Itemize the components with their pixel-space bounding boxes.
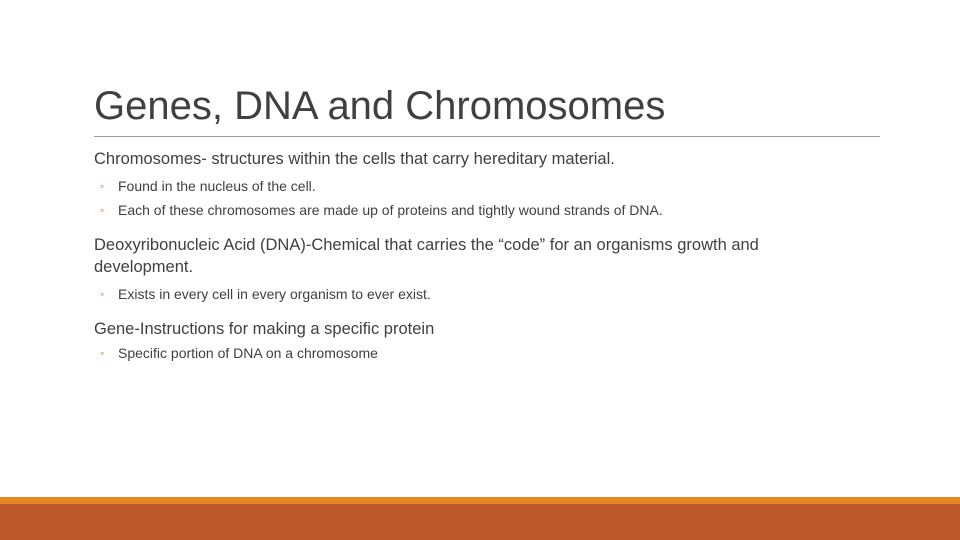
- title-divider: [94, 136, 880, 137]
- section-text: Gene-Instructions for making a specific protein: [94, 320, 435, 338]
- bullet-icon: ◦: [100, 346, 105, 360]
- list-item: [94, 177, 854, 196]
- list-item: [94, 285, 854, 304]
- list-item-text: Specific portion of DNA on a chromosome: [118, 345, 378, 361]
- section-dna: [94, 234, 854, 304]
- list-item-text: Each of these chromosomes are made up of proteins and tightly wound strands of DNA.: [118, 202, 663, 218]
- section-gene: [94, 318, 854, 363]
- list-item-text: Exists in every cell in every organism to ever exist.: [118, 286, 431, 302]
- footer-accent-line: [0, 497, 960, 504]
- slide-title: Genes, DNA and Chromosomes: [94, 84, 666, 128]
- section-text: Chromosomes- structures within the cells that carry hereditary material.: [94, 150, 615, 168]
- bullet-icon: ◦: [100, 287, 105, 301]
- list-item: [94, 344, 854, 363]
- list-item-text: Found in the nucleus of the cell.: [118, 178, 316, 194]
- bullet-icon: ◦: [100, 203, 105, 217]
- bullet-icon: ◦: [100, 179, 105, 193]
- footer-bar: [0, 504, 960, 540]
- slide-content: [94, 148, 854, 377]
- section-chromosomes: [94, 148, 854, 220]
- list-item: [94, 201, 854, 220]
- section-text: Deoxyribonucleic Acid (DNA)-Chemical that carries the “code” for an organisms growth and development.: [94, 236, 759, 276]
